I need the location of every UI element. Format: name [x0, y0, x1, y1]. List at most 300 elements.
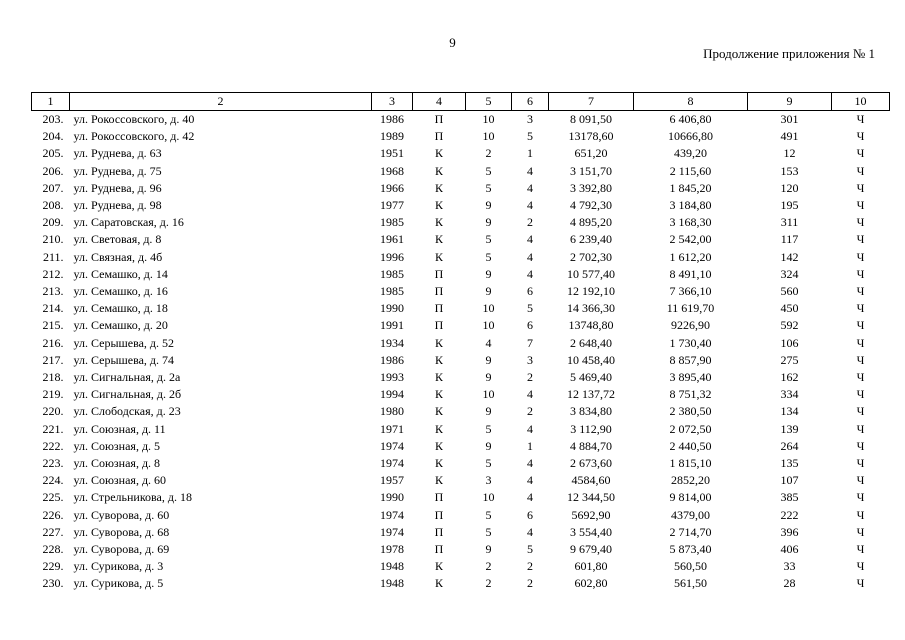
cell-status: Ч — [856, 232, 865, 247]
cell-wall-material: К — [434, 456, 443, 471]
cell-residents: 139 — [780, 421, 799, 436]
cell-wall-material: К — [434, 473, 443, 488]
cell-row-number: 208. — [42, 198, 64, 213]
cell-address: ул. Союзная, д. 11 — [73, 421, 166, 436]
cell-residents: 334 — [780, 387, 799, 402]
cell-address: ул. Союзная, д. 8 — [73, 456, 161, 471]
column-header-6: 6 — [512, 93, 549, 111]
cell-residents: 406 — [780, 542, 799, 557]
cell-year-built: 1996 — [380, 249, 404, 264]
cell-wall-material: П — [434, 318, 444, 333]
cell-entrances: 4 — [527, 198, 533, 213]
cell-entrances: 4 — [527, 232, 533, 247]
cell-wall-material: К — [434, 352, 443, 367]
cell-entrances: 6 — [527, 318, 533, 333]
cell-total-area: 3 112,90 — [570, 421, 612, 436]
cell-floors: 9 — [485, 542, 492, 557]
cell-floors: 10 — [482, 301, 495, 316]
cell-address: ул. Рокоссовского, д. 40 — [73, 112, 195, 126]
cell-total-area: 4584,60 — [571, 473, 611, 488]
cell-floors: 5 — [485, 421, 492, 436]
cell-total-area: 13748,80 — [568, 318, 614, 333]
cell-total-area: 2 673,60 — [570, 456, 612, 471]
cell-residents: 450 — [780, 301, 799, 316]
cell-wall-material: К — [434, 559, 443, 574]
cell-year-built: 1957 — [380, 473, 404, 488]
cell-address: ул. Руднева, д. 63 — [73, 146, 162, 161]
cell-entrances: 4 — [527, 163, 533, 178]
cell-total-area: 6 239,40 — [570, 232, 612, 247]
cell-floors: 4 — [485, 335, 492, 350]
cell-year-built: 1961 — [380, 232, 404, 247]
table-row — [32, 421, 890, 438]
cell-row-number: 223. — [42, 456, 64, 471]
cell-entrances: 4 — [527, 524, 533, 539]
cell-living-area: 1 730,40 — [669, 335, 712, 350]
cell-address: ул. Сигнальная, д. 2б — [73, 387, 182, 402]
table-row — [32, 438, 890, 455]
cell-living-area: 2852,20 — [671, 473, 710, 488]
cell-residents: 153 — [780, 163, 799, 178]
table-row — [32, 197, 890, 214]
cell-entrances: 2 — [527, 576, 533, 591]
cell-floors: 5 — [485, 232, 492, 247]
cell-residents: 162 — [780, 370, 799, 385]
cell-living-area: 11 619,70 — [666, 301, 715, 316]
cell-year-built: 1974 — [380, 524, 404, 539]
cell-entrances: 4 — [527, 421, 533, 436]
cell-row-number: 206. — [42, 163, 64, 178]
column-header-4: 4 — [413, 93, 466, 111]
cell-total-area: 14 366,30 — [567, 301, 615, 316]
cell-status: Ч — [856, 370, 865, 385]
table-row — [32, 403, 890, 420]
table-header — [32, 93, 890, 111]
cell-year-built: 1986 — [380, 112, 404, 126]
cell-status: Ч — [856, 352, 865, 367]
table-row — [32, 472, 890, 489]
cell-residents: 301 — [780, 112, 799, 126]
cell-wall-material: П — [434, 490, 444, 505]
table-row — [32, 300, 890, 317]
cell-status: Ч — [856, 456, 865, 471]
cell-wall-material: П — [434, 542, 444, 557]
table-row — [32, 111, 890, 129]
cell-row-number: 226. — [42, 507, 64, 522]
cell-year-built: 1948 — [380, 576, 404, 591]
cell-wall-material: К — [434, 404, 443, 419]
cell-address: ул. Связная, д. 4б — [73, 249, 163, 264]
cell-year-built: 1966 — [380, 180, 404, 195]
cell-wall-material: П — [434, 112, 444, 126]
cell-address: ул. Саратовская, д. 16 — [73, 215, 184, 230]
cell-year-built: 1977 — [380, 198, 404, 213]
cell-status: Ч — [856, 318, 865, 333]
cell-row-number: 218. — [42, 370, 64, 385]
cell-floors: 10 — [482, 490, 495, 505]
cell-floors: 9 — [485, 404, 492, 419]
cell-living-area: 2 714,70 — [669, 524, 712, 539]
cell-row-number: 230. — [42, 576, 64, 591]
table-row — [32, 249, 890, 266]
cell-living-area: 2 542,00 — [669, 232, 712, 247]
cell-total-area: 5692,90 — [571, 507, 611, 522]
cell-floors: 10 — [482, 387, 495, 402]
cell-total-area: 602,80 — [574, 576, 608, 591]
cell-floors: 9 — [485, 198, 492, 213]
cell-status: Ч — [856, 163, 865, 178]
cell-floors: 3 — [485, 473, 492, 488]
cell-status: Ч — [856, 266, 865, 281]
header-row — [32, 93, 890, 111]
cell-residents: 222 — [780, 507, 799, 522]
cell-year-built: 1948 — [380, 559, 404, 574]
cell-address: ул. Слободская, д. 23 — [73, 404, 181, 419]
cell-residents: 33 — [783, 559, 796, 574]
column-header-2: 2 — [70, 93, 372, 111]
cell-entrances: 3 — [527, 352, 533, 367]
cell-address: ул. Семашко, д. 14 — [73, 266, 168, 281]
cell-total-area: 3 834,80 — [570, 404, 612, 419]
table-row — [32, 180, 890, 197]
cell-total-area: 10 458,40 — [567, 352, 615, 367]
cell-living-area: 9 814,00 — [669, 490, 712, 505]
cell-year-built: 1990 — [380, 301, 404, 316]
cell-year-built: 1934 — [380, 335, 404, 350]
cell-residents: 324 — [780, 266, 799, 281]
cell-status: Ч — [856, 387, 865, 402]
cell-address: ул. Семашко, д. 18 — [73, 301, 168, 316]
cell-status: Ч — [856, 215, 865, 230]
cell-residents: 275 — [780, 352, 799, 367]
cell-row-number: 225. — [42, 490, 64, 505]
cell-floors: 2 — [485, 559, 492, 574]
cell-entrances: 2 — [527, 404, 533, 419]
cell-status: Ч — [856, 473, 865, 488]
cell-status: Ч — [856, 542, 865, 557]
cell-residents: 134 — [780, 404, 799, 419]
cell-residents: 396 — [780, 524, 799, 539]
cell-row-number: 217. — [42, 352, 64, 367]
cell-year-built: 1980 — [380, 404, 404, 419]
appendix-continuation-note: Продолжение приложения № 1 — [703, 46, 875, 61]
cell-residents: 12 — [783, 146, 796, 161]
cell-year-built: 1968 — [380, 163, 404, 178]
table-row — [32, 352, 890, 369]
cell-row-number: 215. — [42, 318, 64, 333]
cell-floors: 2 — [485, 146, 492, 161]
cell-living-area: 560,50 — [674, 559, 707, 574]
cell-residents: 592 — [780, 318, 799, 333]
table-body — [32, 111, 890, 593]
cell-status: Ч — [856, 490, 865, 505]
cell-year-built: 1971 — [380, 421, 404, 436]
cell-total-area: 12 344,50 — [567, 490, 615, 505]
table-row — [32, 558, 890, 575]
cell-row-number: 213. — [42, 284, 64, 299]
cell-wall-material: К — [434, 198, 443, 213]
cell-wall-material: К — [434, 180, 443, 195]
cell-living-area: 3 895,40 — [669, 370, 712, 385]
cell-row-number: 222. — [42, 438, 64, 453]
cell-total-area: 10 577,40 — [567, 266, 615, 281]
table-row — [32, 163, 890, 180]
cell-total-area: 4 884,70 — [570, 438, 612, 453]
cell-living-area: 10666,80 — [668, 129, 713, 144]
cell-residents: 264 — [780, 438, 799, 453]
cell-total-area: 8 091,50 — [570, 112, 612, 126]
cell-year-built: 1974 — [380, 456, 404, 471]
cell-floors: 9 — [485, 438, 492, 453]
table-row — [32, 283, 890, 300]
cell-total-area: 12 192,10 — [567, 284, 615, 299]
cell-address: ул. Серышева, д. 52 — [73, 335, 175, 350]
cell-entrances: 4 — [527, 456, 533, 471]
table-row — [32, 524, 890, 541]
cell-total-area: 3 151,70 — [570, 163, 612, 178]
cell-wall-material: К — [434, 370, 443, 385]
cell-residents: 195 — [780, 198, 799, 213]
cell-year-built: 1974 — [380, 507, 404, 522]
cell-wall-material: К — [434, 146, 443, 161]
cell-address: ул. Сигнальная, д. 2а — [73, 370, 181, 385]
cell-status: Ч — [856, 180, 865, 195]
cell-year-built: 1991 — [380, 318, 404, 333]
table-row — [32, 455, 890, 472]
cell-wall-material: П — [434, 129, 444, 144]
cell-status: Ч — [856, 404, 865, 419]
cell-residents: 28 — [783, 576, 796, 591]
page-number: 9 — [449, 35, 456, 50]
cell-year-built: 1989 — [380, 129, 404, 144]
cell-residents: 560 — [780, 284, 799, 299]
cell-entrances: 1 — [527, 146, 533, 161]
table-row — [32, 145, 890, 162]
cell-row-number: 224. — [42, 473, 64, 488]
cell-address: ул. Суворова, д. 68 — [73, 524, 170, 539]
table-row — [32, 231, 890, 248]
cell-entrances: 5 — [527, 301, 533, 316]
cell-row-number: 207. — [42, 180, 64, 195]
cell-entrances: 6 — [527, 284, 533, 299]
cell-address: ул. Союзная, д. 60 — [73, 473, 167, 488]
cell-entrances: 4 — [527, 387, 533, 402]
table-row — [32, 335, 890, 352]
table-row — [32, 369, 890, 386]
cell-living-area: 1 815,10 — [669, 456, 712, 471]
cell-entrances: 3 — [527, 112, 533, 126]
cell-status: Ч — [856, 198, 865, 213]
cell-status: Ч — [856, 112, 865, 126]
cell-living-area: 8 751,32 — [669, 387, 712, 402]
cell-row-number: 219. — [42, 387, 64, 402]
cell-year-built: 1951 — [380, 146, 404, 161]
cell-status: Ч — [856, 507, 865, 522]
cell-entrances: 6 — [527, 507, 533, 522]
cell-wall-material: К — [434, 215, 443, 230]
cell-row-number: 211. — [42, 249, 64, 264]
cell-total-area: 4 792,30 — [570, 198, 612, 213]
column-header-7: 7 — [549, 93, 634, 111]
cell-status: Ч — [856, 146, 865, 161]
cell-living-area: 3 168,30 — [669, 215, 712, 230]
cell-year-built: 1985 — [380, 284, 404, 299]
cell-living-area: 1 612,20 — [669, 249, 712, 264]
cell-living-area: 439,20 — [674, 146, 707, 161]
table-row — [32, 214, 890, 231]
cell-wall-material: П — [434, 524, 444, 539]
cell-floors: 5 — [485, 180, 492, 195]
cell-living-area: 7 366,10 — [669, 284, 712, 299]
cell-total-area: 601,80 — [574, 559, 608, 574]
cell-total-area: 2 648,40 — [570, 335, 612, 350]
cell-living-area: 2 072,50 — [669, 421, 712, 436]
cell-status: Ч — [856, 335, 865, 350]
cell-entrances: 2 — [527, 370, 533, 385]
cell-floors: 2 — [485, 576, 492, 591]
cell-year-built: 1974 — [380, 438, 404, 453]
cell-wall-material: П — [434, 507, 444, 522]
cell-status: Ч — [856, 129, 865, 144]
cell-living-area: 9226,90 — [671, 318, 710, 333]
cell-year-built: 1993 — [380, 370, 404, 385]
cell-wall-material: К — [434, 576, 443, 591]
cell-floors: 5 — [485, 249, 492, 264]
cell-floors: 9 — [485, 370, 492, 385]
cell-entrances: 4 — [527, 180, 533, 195]
cell-entrances: 2 — [527, 559, 533, 574]
column-header-8: 8 — [634, 93, 748, 111]
table-row — [32, 489, 890, 506]
table-row — [32, 128, 890, 145]
cell-living-area: 5 873,40 — [669, 542, 712, 557]
cell-address: ул. Семашко, д. 20 — [73, 318, 168, 333]
column-header-9: 9 — [748, 93, 832, 111]
cell-address: ул. Световая, д. 8 — [73, 232, 162, 247]
cell-address: ул. Руднева, д. 75 — [73, 163, 162, 178]
table-row — [32, 507, 890, 524]
cell-row-number: 221. — [42, 421, 64, 436]
cell-address: ул. Рокоссовского, д. 42 — [73, 129, 195, 144]
cell-total-area: 2 702,30 — [570, 249, 612, 264]
cell-living-area: 2 380,50 — [669, 404, 712, 419]
cell-living-area: 561,50 — [674, 576, 707, 591]
cell-total-area: 13178,60 — [568, 129, 614, 144]
cell-floors: 5 — [485, 524, 492, 539]
cell-total-area: 3 392,80 — [570, 180, 612, 195]
column-header-3: 3 — [372, 93, 413, 111]
cell-living-area: 8 857,90 — [669, 352, 712, 367]
cell-residents: 107 — [780, 473, 799, 488]
cell-row-number: 229. — [42, 559, 64, 574]
cell-floors: 5 — [485, 163, 492, 178]
cell-year-built: 1985 — [380, 266, 404, 281]
cell-address: ул. Семашко, д. 16 — [73, 284, 168, 299]
cell-status: Ч — [856, 421, 865, 436]
cell-row-number: 227. — [42, 524, 64, 539]
cell-floors: 5 — [485, 456, 492, 471]
cell-floors: 9 — [485, 284, 492, 299]
cell-entrances: 2 — [527, 215, 533, 230]
cell-wall-material: К — [434, 387, 443, 402]
cell-status: Ч — [856, 576, 865, 591]
table-row — [32, 266, 890, 283]
cell-status: Ч — [856, 284, 865, 299]
cell-total-area: 4 895,20 — [570, 215, 612, 230]
column-header-10: 10 — [832, 93, 890, 111]
cell-wall-material: П — [434, 301, 444, 316]
cell-total-area: 9 679,40 — [570, 542, 612, 557]
cell-living-area: 8 491,10 — [669, 266, 712, 281]
cell-year-built: 1978 — [380, 542, 404, 557]
cell-living-area: 2 440,50 — [669, 438, 712, 453]
cell-year-built: 1986 — [380, 352, 404, 367]
cell-entrances: 5 — [527, 542, 533, 557]
cell-status: Ч — [856, 559, 865, 574]
cell-total-area: 5 469,40 — [570, 370, 612, 385]
cell-floors: 9 — [485, 266, 492, 281]
cell-floors: 10 — [482, 318, 495, 333]
cell-residents: 135 — [780, 456, 799, 471]
cell-floors: 9 — [485, 352, 492, 367]
table-row — [32, 541, 890, 558]
cell-status: Ч — [856, 249, 865, 264]
cell-residents: 117 — [780, 232, 799, 247]
cell-row-number: 228. — [42, 542, 64, 557]
cell-living-area: 2 115,60 — [669, 163, 712, 178]
cell-entrances: 1 — [527, 438, 533, 453]
cell-residents: 491 — [780, 129, 799, 144]
cell-residents: 311 — [780, 215, 799, 230]
cell-address: ул. Суворова, д. 60 — [73, 507, 170, 522]
cell-status: Ч — [856, 438, 865, 453]
cell-entrances: 4 — [527, 490, 533, 505]
cell-entrances: 4 — [527, 473, 533, 488]
cell-status: Ч — [856, 524, 865, 539]
cell-row-number: 204. — [42, 129, 64, 144]
cell-total-area: 12 137,72 — [567, 387, 615, 402]
cell-entrances: 7 — [527, 335, 533, 350]
cell-entrances: 5 — [527, 129, 533, 144]
cell-address: ул. Серышева, д. 74 — [73, 352, 175, 367]
cell-wall-material: К — [434, 438, 443, 453]
cell-residents: 106 — [780, 335, 799, 350]
cell-floors: 10 — [482, 112, 495, 126]
cell-row-number: 210. — [42, 232, 64, 247]
cell-row-number: 212. — [42, 266, 64, 281]
cell-year-built: 1985 — [380, 215, 404, 230]
cell-row-number: 209. — [42, 215, 64, 230]
cell-living-area: 4379,00 — [671, 507, 710, 522]
cell-row-number: 214. — [42, 301, 64, 316]
cell-row-number: 220. — [42, 404, 64, 419]
cell-floors: 5 — [485, 507, 492, 522]
table-row — [32, 575, 890, 592]
cell-status: Ч — [856, 301, 865, 316]
cell-row-number: 216. — [42, 335, 64, 350]
cell-address: ул. Стрельникова, д. 18 — [73, 490, 192, 505]
cell-address: ул. Сурикова, д. 3 — [73, 559, 164, 574]
cell-living-area: 6 406,80 — [669, 112, 712, 126]
table-row — [32, 386, 890, 403]
cell-residents: 385 — [780, 490, 799, 505]
table-row — [32, 317, 890, 334]
cell-address: ул. Суворова, д. 69 — [73, 542, 170, 557]
cell-living-area: 3 184,80 — [669, 198, 712, 213]
cell-year-built: 1990 — [380, 490, 404, 505]
column-header-5: 5 — [466, 93, 512, 111]
cell-address: ул. Союзная, д. 5 — [73, 438, 161, 453]
